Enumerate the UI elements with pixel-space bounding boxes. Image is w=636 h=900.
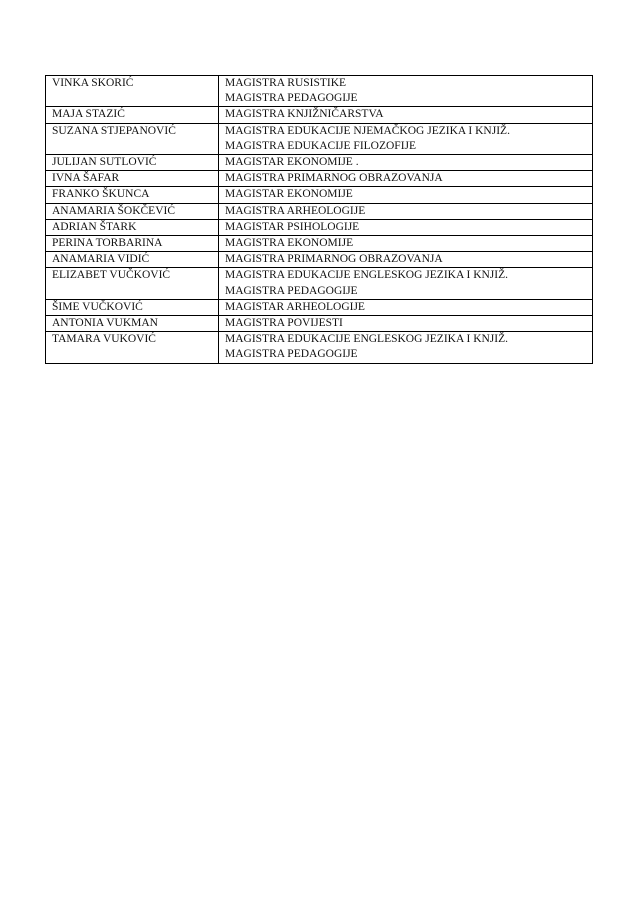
table-row: [46, 219, 593, 235]
table-row: [46, 268, 593, 299]
academic-title: MAGISTAR EKONOMIJE: [225, 188, 353, 201]
academic-title: MAGISTRA EDUKACIJE FILOZOFIJE: [225, 139, 417, 152]
graduate-name-cell: ELIZABET VUČKOVIĆ: [46, 268, 219, 299]
academic-title: MAGISTRA POVIJESTI: [225, 317, 343, 330]
academic-title: MAGISTRA EDUKACIJE ENGLESKOG JEZIKA I KNJIŽ.: [225, 269, 509, 282]
academic-title: MAGISTRA PEDAGOGIJE: [225, 284, 358, 297]
academic-title-cell: [219, 268, 593, 299]
graduate-name-cell: ŠIME VUČKOVIĆ: [46, 299, 219, 315]
table-row: [46, 236, 593, 252]
academic-title-cell: [219, 187, 593, 203]
academic-title: MAGISTRA PRIMARNOG OBRAZOVANJA: [225, 253, 443, 266]
graduate-name-cell: PERINA TORBARINA: [46, 236, 219, 252]
academic-title: MAGISTRA RUSISTIKE: [225, 77, 347, 89]
academic-title-cell: [219, 171, 593, 187]
academic-title: MAGISTRA PRIMARNOG OBRAZOVANJA: [225, 172, 443, 185]
table-row: [46, 203, 593, 219]
graduate-name-cell: ADRIAN ŠTARK: [46, 219, 219, 235]
graduate-name-cell: ANAMARIA ŠOKČEVIĆ: [46, 203, 219, 219]
academic-title-cell: [219, 236, 593, 252]
academic-title: MAGISTRA EKONOMIJE: [225, 237, 354, 250]
graduate-name-cell: JULIJAN SUTLOVIĆ: [46, 155, 219, 171]
table-row: [46, 123, 593, 154]
table-row: [46, 332, 593, 363]
academic-title-cell: [219, 155, 593, 171]
academic-title: MAGISTAR EKONOMIJE .: [225, 156, 359, 169]
graduate-name-cell: SUZANA STJEPANOVIĆ: [46, 123, 219, 154]
academic-title-cell: [219, 107, 593, 123]
academic-title-cell: [219, 316, 593, 332]
table-row: [46, 316, 593, 332]
table-row: [46, 299, 593, 315]
table-row: [46, 107, 593, 123]
academic-title-cell: [219, 76, 593, 107]
graduates-table: [45, 75, 593, 364]
graduate-name-cell: ANTONIA VUKMAN: [46, 316, 219, 332]
table-row: [46, 155, 593, 171]
academic-title: MAGISTRA EDUKACIJE NJEMAČKOG JEZIKA I KNJIŽ.: [225, 124, 510, 137]
graduates-table-body: [46, 76, 593, 364]
academic-title: MAGISTAR PSIHOLOGIJE: [225, 220, 360, 233]
academic-title: MAGISTAR ARHEOLOGIJE: [225, 300, 365, 313]
academic-title: MAGISTRA KNJIŽNIČARSTVA: [225, 108, 384, 121]
academic-title-cell: [219, 203, 593, 219]
academic-title-cell: [219, 252, 593, 268]
academic-title: MAGISTRA PEDAGOGIJE: [225, 348, 358, 361]
graduate-name-cell: FRANKO ŠKUNCA: [46, 187, 219, 203]
table-row: [46, 252, 593, 268]
academic-title: MAGISTRA ARHEOLOGIJE: [225, 204, 366, 217]
academic-title-cell: [219, 219, 593, 235]
graduate-name-cell: MAJA STAZIĆ: [46, 107, 219, 123]
table-row: [46, 76, 593, 107]
document-page: [45, 75, 592, 364]
graduate-name-cell: ANAMARIA VIDIĆ: [46, 252, 219, 268]
graduate-name-cell: IVNA ŠAFAR: [46, 171, 219, 187]
table-row: [46, 171, 593, 187]
academic-title: MAGISTRA EDUKACIJE ENGLESKOG JEZIKA I KNJIŽ.: [225, 333, 509, 346]
academic-title-cell: [219, 299, 593, 315]
academic-title: MAGISTRA PEDAGOGIJE: [225, 92, 358, 105]
academic-title-cell: [219, 123, 593, 154]
academic-title-cell: [219, 332, 593, 363]
graduate-name-cell: VINKA SKORIĆ: [46, 76, 219, 107]
table-row: [46, 187, 593, 203]
graduate-name-cell: TAMARA VUKOVIĆ: [46, 332, 219, 363]
